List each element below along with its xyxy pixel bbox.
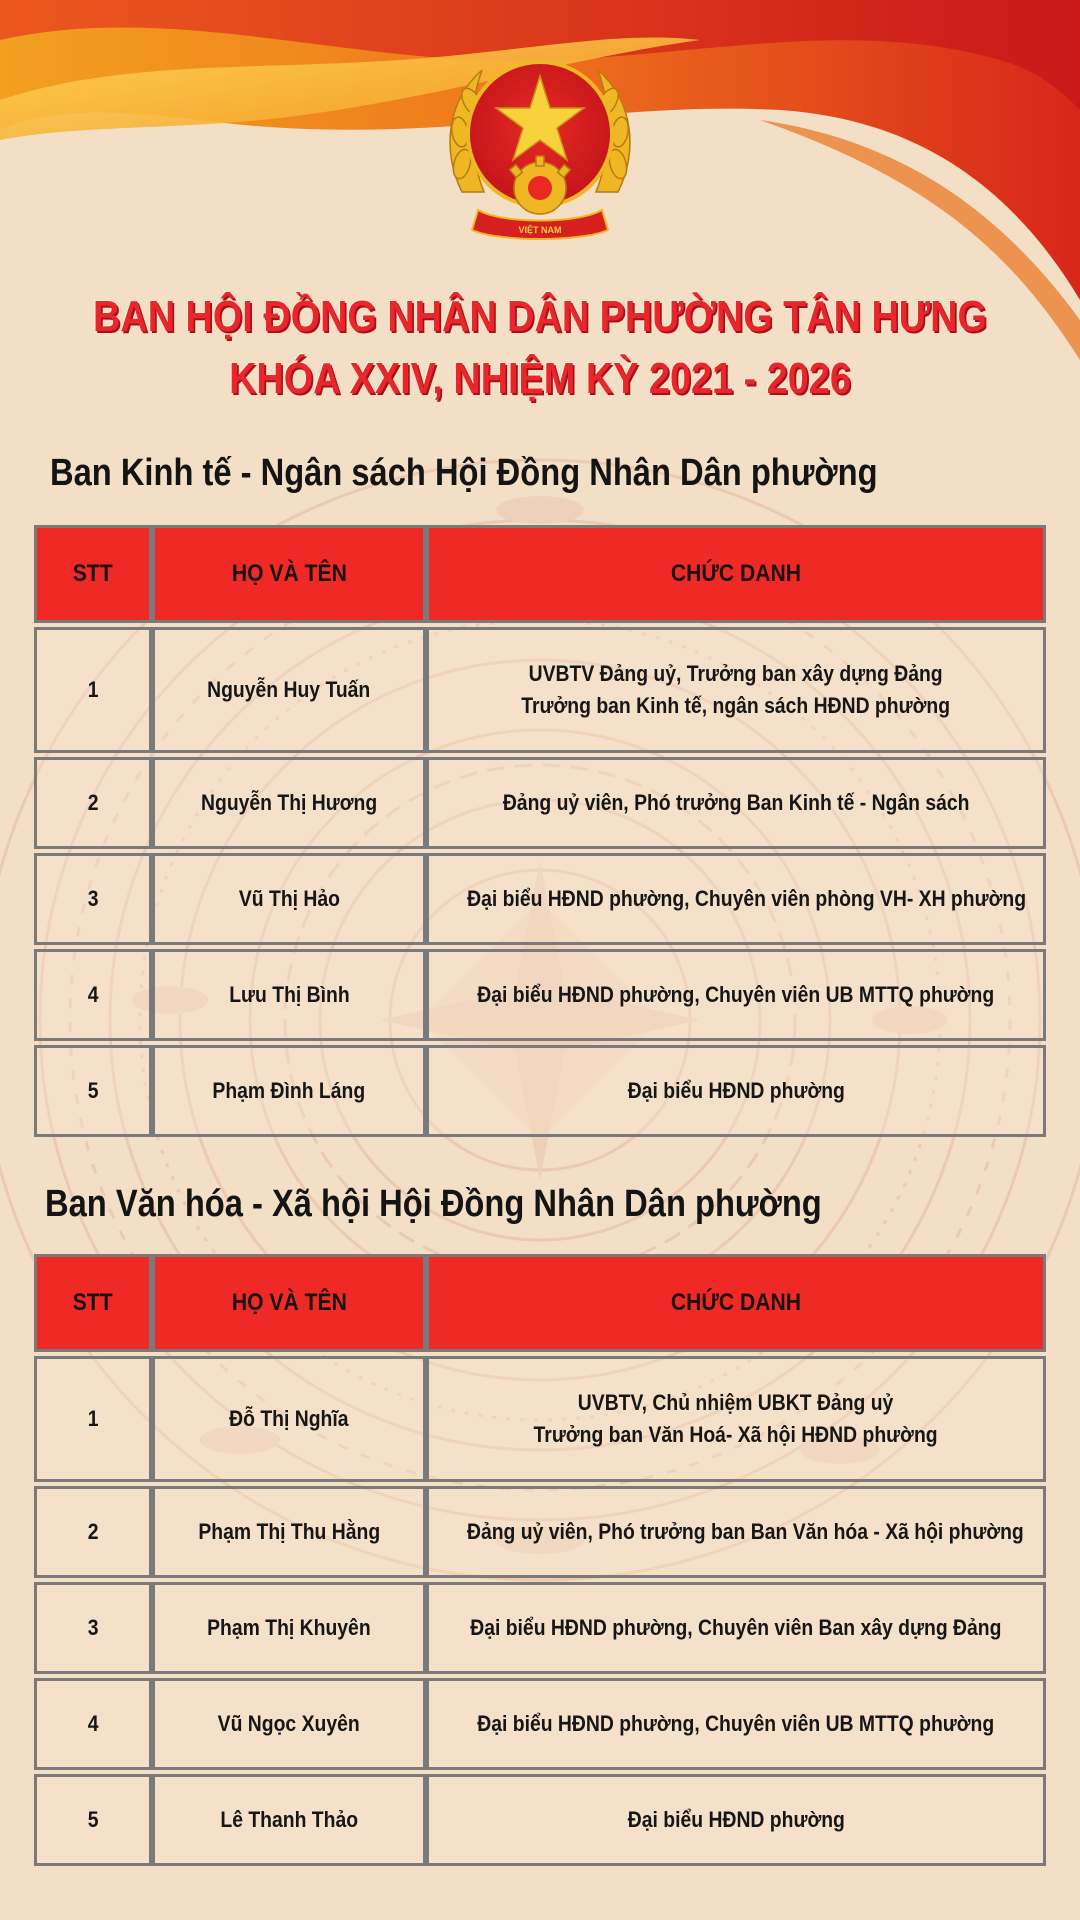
row-name: Nguyễn Thị Hương	[152, 757, 426, 849]
section-heading-culture-society: Ban Văn hóa - Xã hội Hội Đồng Nhân Dân phường	[45, 1183, 822, 1225]
row-name: Phạm Thị Thu Hằng	[152, 1486, 426, 1578]
row-stt: 5	[34, 1045, 152, 1137]
row-role: Đảng uỷ viên, Phó trưởng ban Ban Văn hóa - Xã hội phường	[426, 1486, 1046, 1578]
row-role: Đại biểu HĐND phường	[426, 1045, 1046, 1137]
row-role: Đại biểu HĐND phường, Chuyên viên Ban xây dựng Đảng	[426, 1582, 1046, 1674]
table-row	[34, 853, 1046, 945]
column-header-name: HỌ VÀ TÊN	[152, 1254, 426, 1352]
members-table-culture-society	[34, 1250, 1046, 1870]
row-stt: 4	[34, 949, 152, 1041]
row-stt: 3	[34, 1582, 152, 1674]
column-header-role: CHỨC DANH	[426, 1254, 1046, 1352]
row-name: Vũ Thị Hảo	[152, 853, 426, 945]
row-name: Phạm Đình Láng	[152, 1045, 426, 1137]
column-header-stt: STT	[34, 1254, 152, 1352]
row-stt: 2	[34, 1486, 152, 1578]
table-row	[34, 757, 1046, 849]
table-row	[34, 1774, 1046, 1866]
row-stt: 4	[34, 1678, 152, 1770]
row-name: Phạm Thị Khuyên	[152, 1582, 426, 1674]
table-row	[34, 1045, 1046, 1137]
row-name: Nguyễn Huy Tuấn	[152, 627, 426, 753]
row-role: UVBTV Đảng uỷ, Trưởng ban xây dựng Đảng Trưởng ban Kinh tế, ngân sách HĐND phường	[426, 627, 1046, 753]
row-stt: 2	[34, 757, 152, 849]
page-title-line1: BAN HỘI ĐỒNG NHÂN DÂN PHƯỜNG TÂN HƯNG	[93, 292, 987, 341]
table-row	[34, 949, 1046, 1041]
section-heading-economy-budget: Ban Kinh tế - Ngân sách Hội Đồng Nhân Dân phường	[50, 452, 878, 494]
row-role: Đại biểu HĐND phường	[426, 1774, 1046, 1866]
row-role: Đại biểu HĐND phường, Chuyên viên UB MTTQ phường	[426, 949, 1046, 1041]
members-table-economy-budget	[34, 521, 1046, 1141]
table-row	[34, 627, 1046, 753]
row-name: Đỗ Thị Nghĩa	[152, 1356, 426, 1482]
column-header-name: HỌ VÀ TÊN	[152, 525, 426, 623]
table-row	[34, 1582, 1046, 1674]
page-title-line2: KHÓA XXIV, NHIỆM KỲ 2021 - 2026	[229, 354, 851, 403]
column-header-stt: STT	[34, 525, 152, 623]
table-row	[34, 1678, 1046, 1770]
row-role: Đại biểu HĐND phường, Chuyên viên phòng VH- XH phường	[426, 853, 1046, 945]
row-role: Đảng uỷ viên, Phó trưởng Ban Kinh tế - Ngân sách	[426, 757, 1046, 849]
row-name: Lưu Thị Bình	[152, 949, 426, 1041]
row-name: Vũ Ngọc Xuyên	[152, 1678, 426, 1770]
row-stt: 1	[34, 627, 152, 753]
table-row	[34, 1356, 1046, 1482]
row-role: UVBTV, Chủ nhiệm UBKT Đảng uỷ Trưởng ban Văn Hoá- Xã hội HĐND phường	[426, 1356, 1046, 1482]
row-name: Lê Thanh Thảo	[152, 1774, 426, 1866]
row-role: Đại biểu HĐND phường, Chuyên viên UB MTTQ phường	[426, 1678, 1046, 1770]
row-stt: 3	[34, 853, 152, 945]
emblem-text: VIỆT NAM	[518, 225, 562, 235]
row-stt: 1	[34, 1356, 152, 1482]
table-row	[34, 1486, 1046, 1578]
national-emblem-icon	[432, 42, 648, 258]
row-stt: 5	[34, 1774, 152, 1866]
column-header-role: CHỨC DANH	[426, 525, 1046, 623]
